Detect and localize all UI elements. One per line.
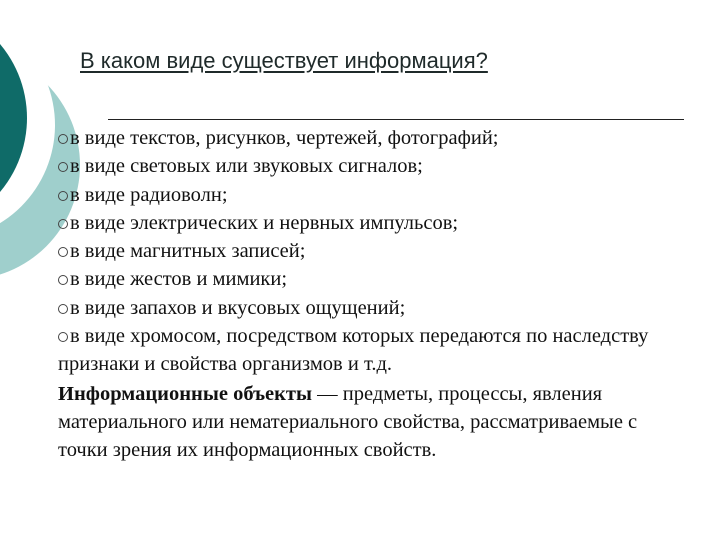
list-item-text: в виде магнитных записей; [70, 240, 306, 263]
list-item [58, 322, 658, 379]
list-item-text: в виде радиоволн; [70, 183, 228, 206]
list-item [58, 209, 658, 237]
hollow-circle-bullet-icon [58, 332, 68, 342]
slide-content [58, 124, 658, 465]
hollow-circle-bullet-icon [58, 247, 68, 257]
hollow-circle-bullet-icon [58, 304, 68, 314]
list-item-text: в виде световых или звуковых сигналов; [70, 155, 423, 178]
list-item [58, 124, 658, 152]
hollow-circle-bullet-icon [58, 219, 68, 229]
list-item [58, 294, 658, 322]
hollow-circle-bullet-icon [58, 134, 68, 144]
list-item [58, 265, 658, 293]
definition-term: Информационные объекты [58, 382, 313, 405]
hollow-circle-bullet-icon [58, 162, 68, 172]
list-item-text: в виде текстов, рисунков, чертежей, фотографий; [70, 127, 499, 149]
list-item [58, 152, 658, 180]
list-item [58, 237, 658, 265]
definition-paragraph [58, 380, 658, 465]
slide-title: В каком виде существует информация? [80, 48, 488, 73]
list-item-text: в виде хромосом, посредством которых передаются по наследству признаки и свойства организмов и т.д. [58, 325, 649, 376]
list-item-text: в виде запахов и вкусовых ощущений; [70, 296, 406, 319]
title-divider [108, 119, 684, 120]
definition-dash: — [312, 382, 343, 405]
list-item-text: в виде жестов и мимики; [70, 268, 288, 291]
list-item [58, 181, 658, 209]
hollow-circle-bullet-icon [58, 275, 68, 285]
hollow-circle-bullet-icon [58, 191, 68, 201]
list-item-text: в виде электрических и нервных импульсов; [70, 211, 459, 234]
definition-text: предметы, процессы, явления материального или нематериального свойства, рассматриваемые с точки зрения их информационных свойств. [58, 382, 638, 462]
